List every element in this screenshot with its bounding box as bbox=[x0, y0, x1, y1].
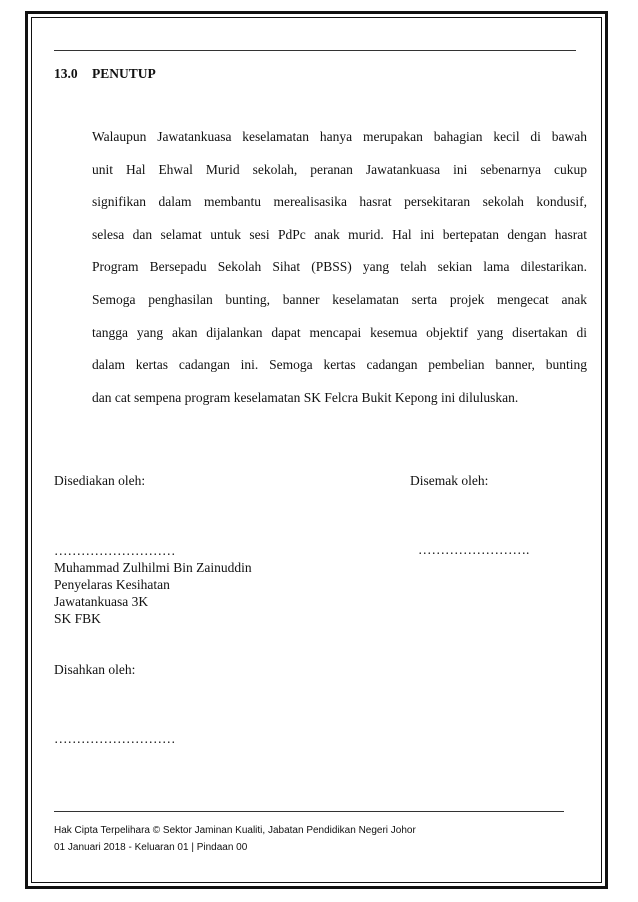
section-number: 13.0 bbox=[54, 66, 78, 81]
footer-revision: 01 Januari 2018 - Keluaran 01 | Pindaan 00 bbox=[54, 842, 248, 853]
header-rule bbox=[54, 50, 576, 51]
preparer-committee: Jawatankuasa 3K bbox=[54, 594, 149, 609]
paragraph-line: Semoga penghasilan bunting, banner keselamatan serta projek mengecat anak bbox=[92, 291, 587, 307]
prepared-by-label: Disediakan oleh: bbox=[54, 473, 146, 488]
section-title: PENUTUP bbox=[92, 66, 156, 81]
footer-rule bbox=[54, 811, 564, 812]
section-heading bbox=[54, 66, 156, 82]
paragraph-line: dan cat sempena program keselamatan SK Felcra Bukit Kepong ini diluluskan. bbox=[92, 389, 519, 405]
page-footer bbox=[54, 822, 416, 856]
checked-by-label: Disemak oleh: bbox=[410, 473, 489, 488]
paragraph-line: Program Bersepadu Sekolah Sihat (PBSS) yang telah sekian lama dilestarikan. bbox=[92, 259, 587, 275]
closing-paragraph bbox=[92, 121, 587, 414]
checked-by-signature-line: ……………………. bbox=[418, 542, 530, 557]
approved-by-signature-line: ……………………… bbox=[54, 731, 176, 746]
prepared-by-signature-line: ……………………… bbox=[54, 543, 176, 558]
footer-copyright: Hak Cipta Terpelihara © Sektor Jaminan Kualiti, Jabatan Pendidikan Negeri Johor bbox=[54, 825, 416, 836]
paragraph-line: tangga yang akan dijalankan dapat mencapai kesemua objektif yang disertakan di bbox=[92, 324, 587, 340]
approved-by-label: Disahkan oleh: bbox=[54, 662, 136, 677]
preparer-name: Muhammad Zulhilmi Bin Zainuddin bbox=[54, 560, 252, 575]
paragraph-line: Walaupun Jawatankuasa keselamatan hanya merupakan bahagian kecil di bawah bbox=[92, 129, 587, 144]
paragraph-line: dalam kertas cadangan ini. Semoga kertas cadangan pembelian banner, bunting bbox=[92, 357, 587, 373]
paragraph-line: signifikan dalam membantu merealisasika hasrat persekitaran sekolah kondusif, bbox=[92, 194, 587, 210]
paragraph-line: unit Hal Ehwal Murid sekolah, peranan Jawatankuasa ini sebenarnya cukup bbox=[92, 161, 587, 177]
preparer-position: Penyelaras Kesihatan bbox=[54, 577, 170, 592]
paragraph-line: selesa dan selamat untuk sesi PdPc anak murid. Hal ini bertepatan dengan hasrat bbox=[92, 226, 587, 242]
preparer-school: SK FBK bbox=[54, 611, 101, 626]
preparer-signature-block bbox=[54, 542, 252, 627]
